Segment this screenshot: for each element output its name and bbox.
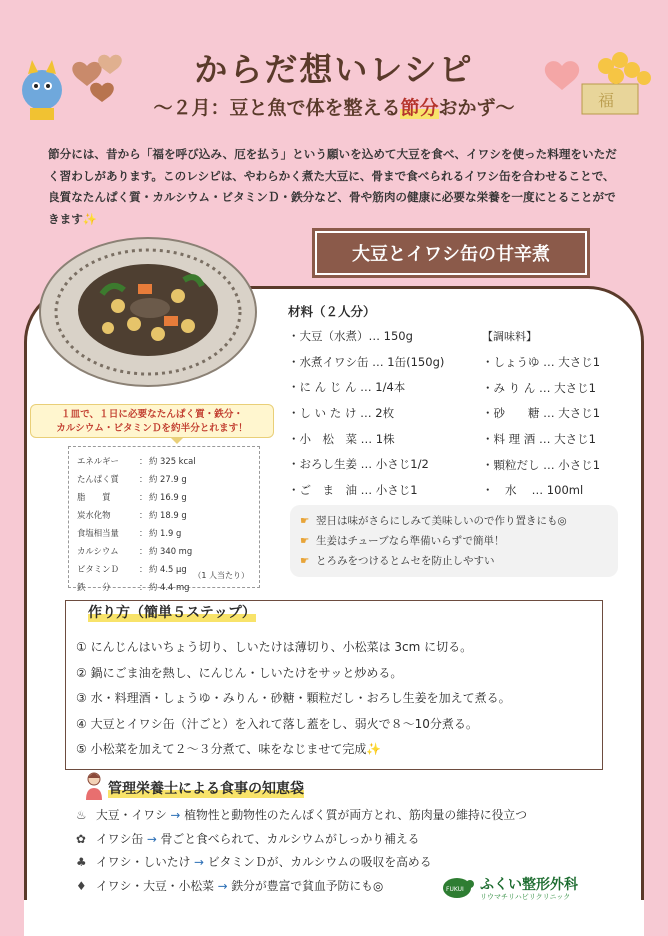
callout-line-1: １皿で、１日に必要なたんぱく質・鉄分・ xyxy=(60,409,244,420)
nutrition-label: たんぱく質 xyxy=(77,474,119,484)
seasoning-item: ・しょうゆ … 大さじ1 xyxy=(482,355,601,369)
step-item: ② 鍋にごま油を熱し、にんじん・しいたけをサッと炒める。 xyxy=(76,665,403,680)
nutrition-label: 炭水化物 xyxy=(77,510,111,520)
food-icon: ♣ xyxy=(76,855,87,869)
nutrition-row: ビタミンＤ ： 約 4.5 μg xyxy=(77,560,251,578)
recipe-name-banner: 大豆とイワシ缶の甘辛煮 xyxy=(315,231,587,275)
clinic-subtitle: リウマチリハビリクリニック xyxy=(480,893,571,901)
arrow-icon: → xyxy=(217,878,228,893)
nutrition-value: 約 340 mg xyxy=(149,546,193,556)
clinic-name: ふくい整形外科 xyxy=(480,877,578,893)
svg-text:福: 福 xyxy=(598,91,615,110)
seasoning-list xyxy=(482,350,600,504)
nutrition-row: たんぱく質 ： 約 27.9 g xyxy=(77,470,251,488)
ingredient-item: ・おろし生姜 … 小さじ1/2 xyxy=(288,457,429,472)
arrow-icon: → xyxy=(170,808,181,822)
page-subtitle xyxy=(0,93,668,120)
wisdom-item xyxy=(76,828,527,852)
ingredient-item: ・し い た け … 2枚 xyxy=(288,406,395,421)
nutrition-value: 約 325 kcal xyxy=(149,456,196,466)
step-item: ③ 水・料理酒・しょうゆ・みりん・砂糖・顆粒だし・おろし生姜を加えて煮る。 xyxy=(76,691,511,705)
page-title: からだ想いレシピ xyxy=(194,50,474,89)
tip-text: とろみをつけるとムセを防止しやすい xyxy=(316,555,495,567)
seasoning-item: ・顆粒だし … 小さじ1 xyxy=(482,457,601,472)
nutrition-table xyxy=(68,446,260,592)
subtitle-highlight: 節分 xyxy=(400,97,439,119)
nutrition-label: ビタミンＤ xyxy=(77,564,119,574)
wisdom-food: イワシ・大豆・小松菜 xyxy=(96,878,214,893)
pointing-hand-icon: ☛ xyxy=(300,515,310,527)
dish-photo xyxy=(38,236,258,388)
arrow-icon: → xyxy=(146,831,157,846)
step-item: ① にんじんはいちょう切り、しいたけは薄切り、小松菜は 3cm に切る。 xyxy=(76,640,473,654)
tip-item xyxy=(300,551,608,571)
nutrition-label: エネルギー xyxy=(77,456,119,466)
nutrition-row: 鉄 分 ： 約 4.4 mg xyxy=(77,578,251,596)
nutrition-value: 約 27.9 g xyxy=(149,474,187,484)
arrow-icon: → xyxy=(194,855,205,869)
pointing-hand-icon: ☛ xyxy=(300,535,310,547)
intro-paragraph: 節分には、昔から「福を呼び込み、厄を払う」という願いを込めて大豆を食べ、イワシを使った料理をいただく習わしがあります。このレシピは、やわらかく煮た大豆に、骨まで食べられるイワシ缶を合わせることで、良質なたんぱく質・カルシウム・ビタミンＤ・鉄分など、骨や筋肉の健康に必要な栄養を一度にとることができます✨ xyxy=(48,147,617,226)
steps-list xyxy=(76,635,511,763)
wisdom-food: 大豆・イワシ xyxy=(96,808,167,822)
nutrition-label: 脂 質 xyxy=(77,492,111,502)
nutrition-row: 脂 質 ： 約 16.9 g xyxy=(77,488,251,506)
seasoning-item: ・砂 糖 … 大さじ1 xyxy=(482,406,601,421)
seasoning-title: 【調味料】 xyxy=(482,330,537,343)
nutrition-value: 約 4.5 μg xyxy=(149,564,187,574)
ingredient-item: ・ご ま 油 … 小さじ1 xyxy=(288,483,418,498)
turtle-logo-icon xyxy=(440,872,474,902)
wisdom-food: イワシ・しいたけ xyxy=(96,855,191,869)
wisdom-item xyxy=(76,804,527,828)
ingredients-title: 材料（２人分） xyxy=(288,304,376,319)
ingredients-list xyxy=(288,324,444,504)
food-icon: ✿ xyxy=(76,831,86,846)
wisdom-benefit: ビタミンＤが、カルシウムの吸収を高める xyxy=(207,855,432,869)
ingredient-item: ・水煮イワシ缶 … 1缶(150g) xyxy=(288,354,445,369)
tip-item xyxy=(300,511,608,531)
wisdom-benefit: 骨ごと食べられて、カルシウムがしっかり補える xyxy=(160,831,420,846)
callout-line-2: カルシウム・ビタミンＤを約半分とれます！ xyxy=(56,423,248,434)
nutrition-callout xyxy=(30,404,274,438)
nutrition-note: （1 人当たり） xyxy=(193,571,249,580)
nutrition-value: 約 18.9 g xyxy=(149,510,187,520)
wisdom-food: イワシ缶 xyxy=(96,831,144,846)
step-item: ⑤ 小松菜を加えて２〜３分煮て、味をなじませて完成✨ xyxy=(76,742,382,756)
nutrition-value: 約 4.4 mg xyxy=(149,582,190,592)
ingredient-item: ・大豆（水煮）… 150g xyxy=(288,329,413,343)
seasoning-item: ・み り ん … 大さじ1 xyxy=(482,380,596,395)
nutrition-row: エネルギー ： 約 325 kcal xyxy=(77,452,251,470)
nutrition-row: 炭水化物 ： 約 18.9 g xyxy=(77,506,251,524)
dietitian-icon xyxy=(82,770,106,800)
seasoning-item: ・料 理 酒 … 大さじ1 xyxy=(482,432,596,447)
wisdom-title: 管理栄養士による食事の知恵袋 xyxy=(108,778,304,798)
tip-item xyxy=(300,531,608,551)
cooking-tips-box xyxy=(290,505,618,577)
nutrition-row: 食塩相当量 ： 約 1.9 g xyxy=(77,524,251,542)
food-icon: ♦ xyxy=(76,878,87,893)
pointing-hand-icon: ☛ xyxy=(300,555,310,567)
food-icon: ♨ xyxy=(76,808,87,822)
seasoning-item: ・ 水 … 100ml xyxy=(482,483,584,498)
steps-title: 作り方（簡単５ステップ） xyxy=(88,602,256,622)
subtitle-text: 〜２月：豆と魚で体を整える xyxy=(153,97,401,119)
wisdom-item xyxy=(76,851,527,875)
nutrition-label: カルシウム xyxy=(77,546,119,556)
tip-text: 翌日は味がさらにしみて美味しいので作り置きにも◎ xyxy=(316,515,567,527)
wisdom-benefit: 植物性と動物性のたんぱく質が両方とれ、筋肉量の維持に役立つ xyxy=(184,808,528,822)
ingredient-item: ・小 松 菜 … 1株 xyxy=(288,431,395,446)
tip-text: 生姜はチューブなら準備いらずで簡単！ xyxy=(316,535,505,547)
nutrition-label: 鉄 分 xyxy=(77,582,111,592)
nutrition-value: 約 16.9 g xyxy=(149,492,187,502)
nutrition-value: 約 1.9 g xyxy=(149,528,182,538)
subtitle-text-end: おかず〜 xyxy=(438,97,515,119)
step-item: ④ 大豆とイワシ缶（汁ごと）を入れて落し蓋をし、弱火で８〜10分煮る。 xyxy=(76,716,478,731)
nutrition-label: 食塩相当量 xyxy=(77,528,119,538)
nutrition-row: カルシウム ： 約 340 mg xyxy=(77,542,251,560)
wisdom-benefit: 鉄分が豊富で貧血予防にも◎ xyxy=(231,878,384,893)
clinic-logo-block xyxy=(440,872,620,908)
ingredient-item: ・に ん じ ん … 1/4本 xyxy=(288,380,406,395)
logo-text: FUKUI xyxy=(446,886,464,893)
